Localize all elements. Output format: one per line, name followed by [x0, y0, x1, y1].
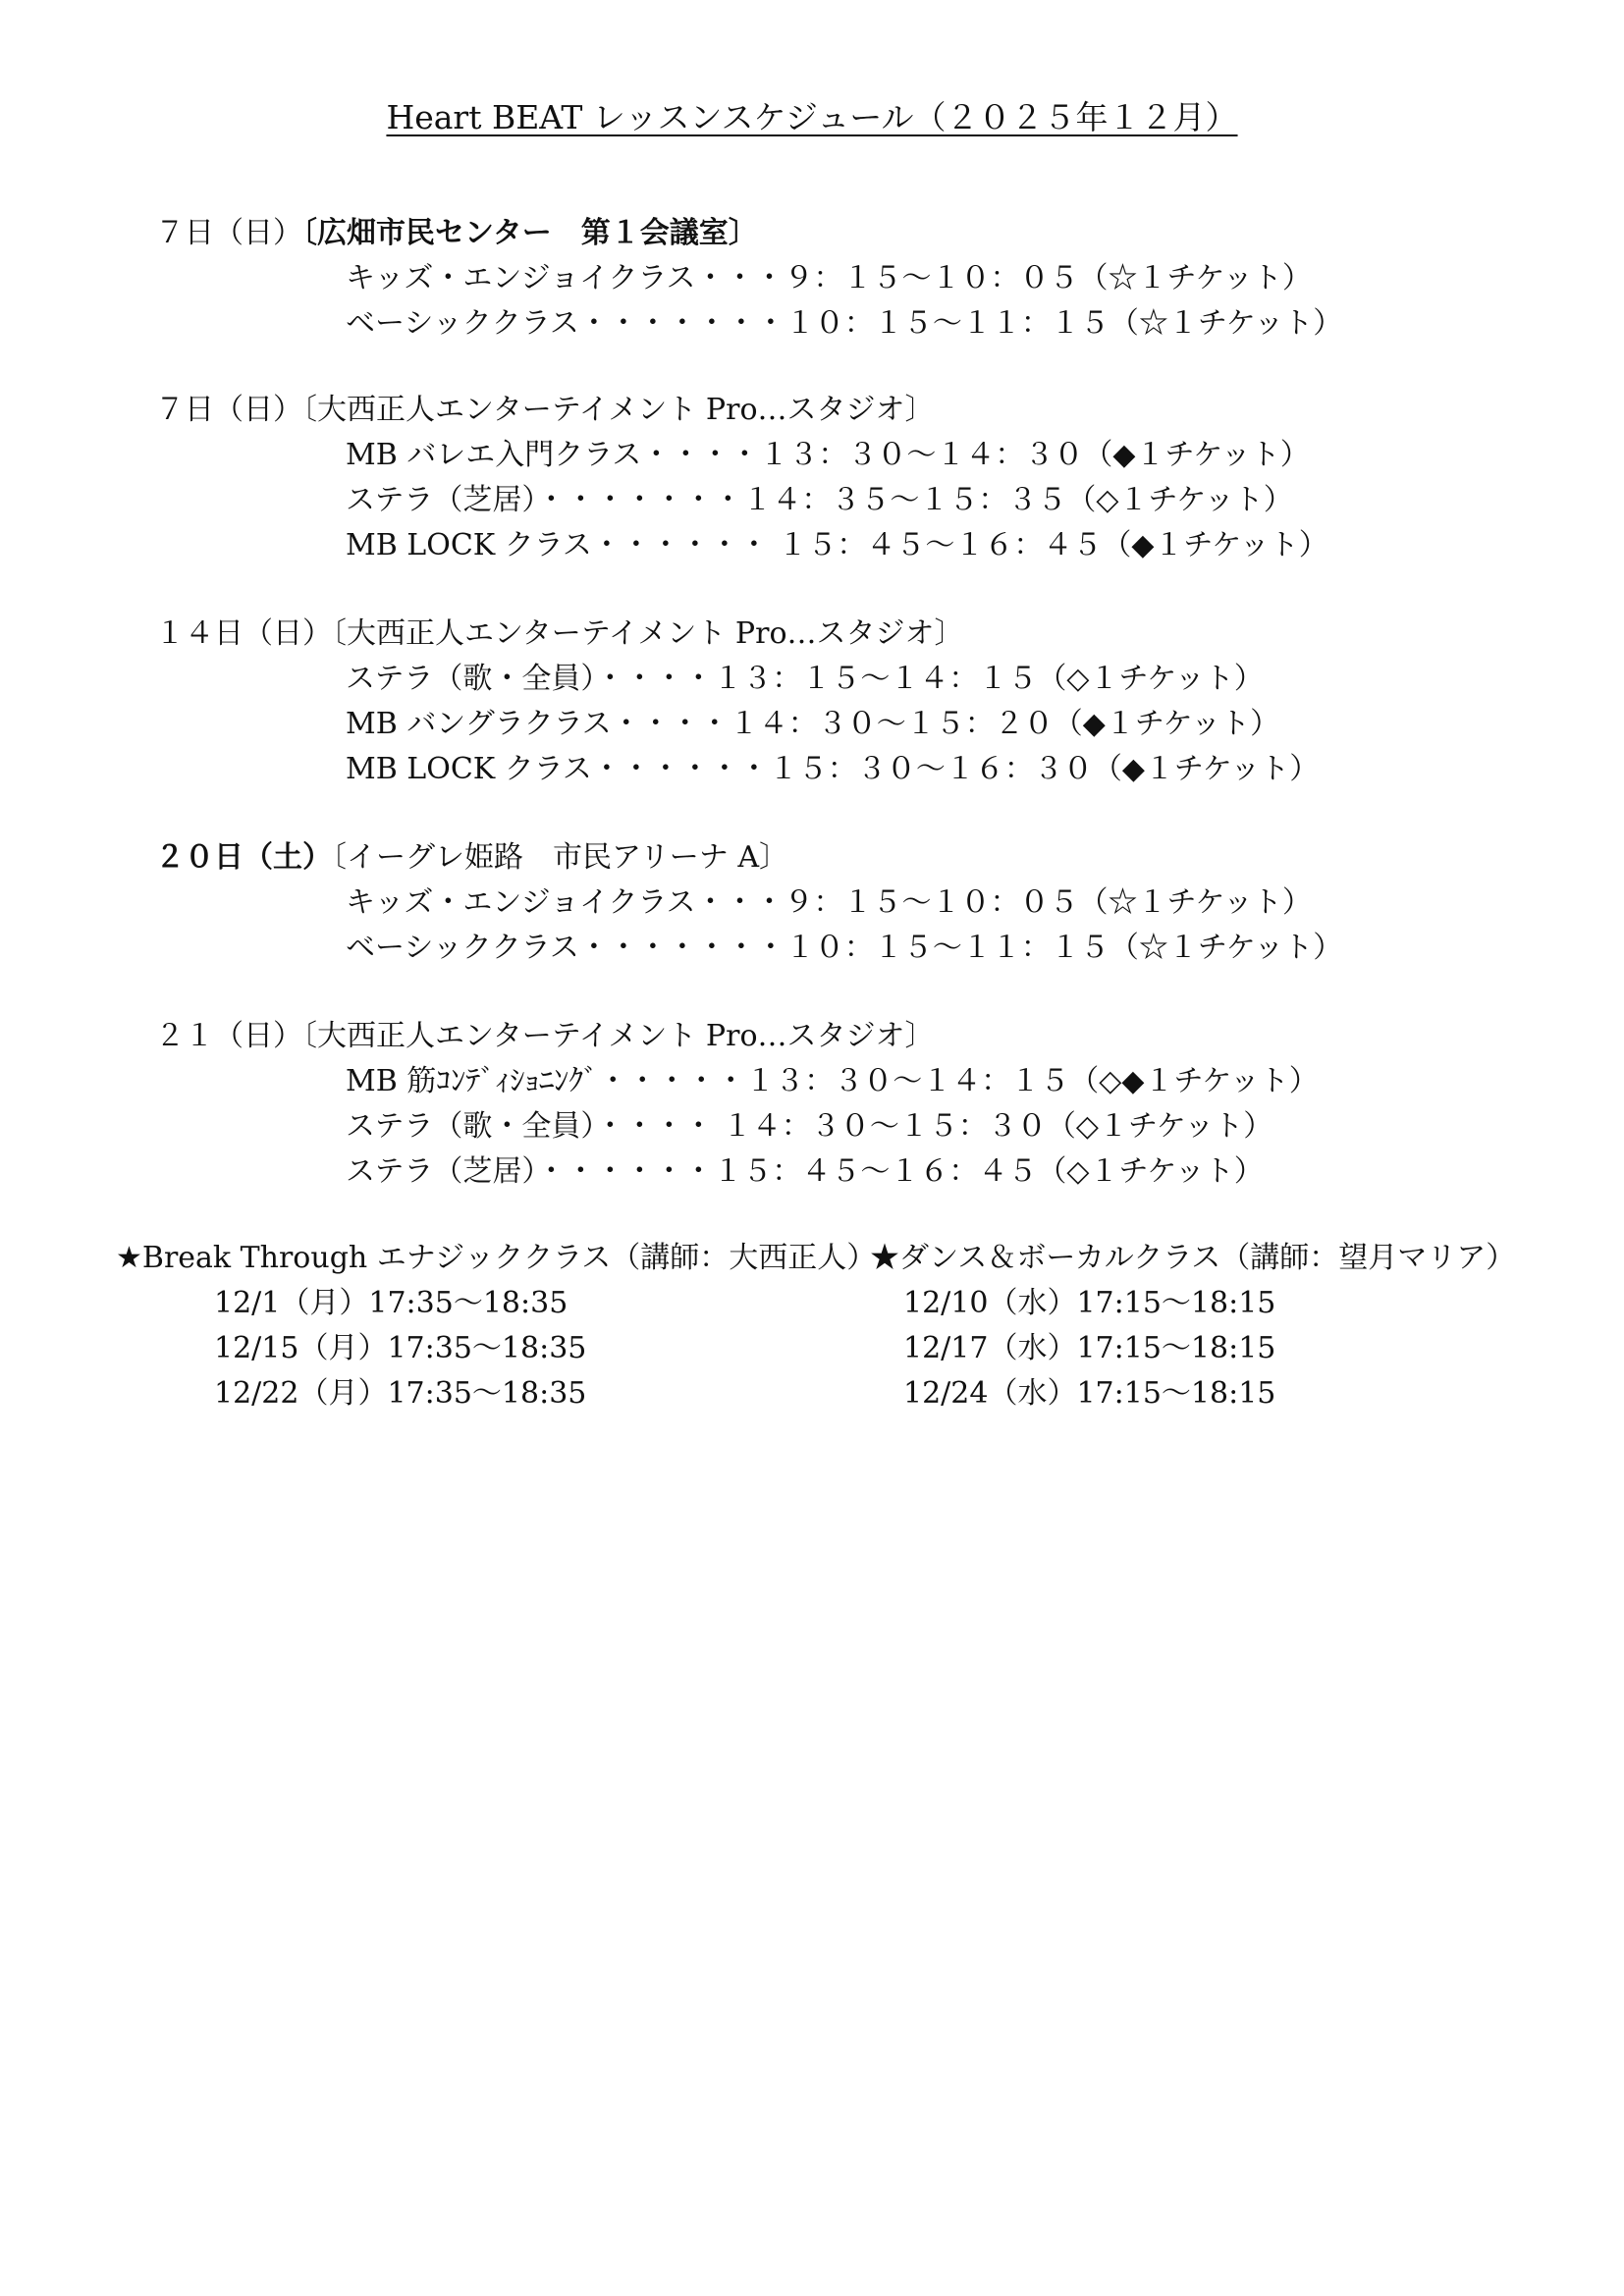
dance-vocal-date: 12/17（水）17:15～18:15	[903, 1331, 1276, 1365]
section-header	[155, 838, 788, 878]
dance-vocal-heading: ★ダンス＆ボーカルクラス（講師：望月マリア）	[870, 1241, 1516, 1275]
section-date: １４日（日）	[155, 616, 332, 651]
lesson-item: MB 筋ｺﾝﾃﾞｨｼｮﾆﾝｸﾞ・・・・・１３：３０～１４：１５（◇◆１チケット）	[346, 1064, 1319, 1098]
dance-vocal-date: 12/24（水）17:15～18:15	[903, 1376, 1276, 1411]
section-date: ２０日（土）	[155, 840, 332, 875]
lesson-item: MB LOCK クラス・・・・・・ １５：４５～１６：４５（◆１チケット）	[346, 528, 1328, 562]
section-venue: 〔イーグレ姫路 市民アリーナ A〕	[332, 840, 789, 875]
section-venue: 〔大西正人エンターテイメント Pro…スタジオ〕	[332, 616, 964, 651]
section-header	[155, 391, 935, 430]
page-title-text: Heart BEAT レッスンスケジュール（２０２５年１２月）	[386, 98, 1238, 136]
lesson-item: キッズ・エンジョイクラス・・・９：１５～１０：０５（☆１チケット）	[346, 261, 1312, 295]
section-venue: 〔大西正人エンターテイメント Pro…スタジオ〕	[302, 393, 935, 427]
section-date: ７日（日）	[155, 393, 302, 427]
dance-vocal-date: 12/10（水）17:15～18:15	[903, 1286, 1276, 1320]
lesson-item: ステラ（歌・全員）・・・・１３：１５～１４：１５（◇１チケット）	[346, 662, 1264, 696]
break-through-date: 12/1（月）17:35～18:35	[214, 1286, 568, 1320]
lesson-item: ステラ（歌・全員）・・・・ １４：３０～１５：３０（◇１チケット）	[346, 1109, 1273, 1144]
section-header	[155, 214, 758, 253]
lesson-item: MB LOCK クラス・・・・・・１５：３０～１６：３０（◆１チケット）	[346, 752, 1320, 786]
break-through-date: 12/22（月）17:35～18:35	[214, 1376, 587, 1411]
lesson-item: MB バレエ入門クラス・・・・１３：３０～１４：３０（◆１チケット）	[346, 438, 1310, 472]
lesson-item: キッズ・エンジョイクラス・・・９：１５～１０：０５（☆１チケット）	[346, 885, 1312, 920]
section-venue: 〔大西正人エンターテイメント Pro…スタジオ〕	[302, 1019, 935, 1053]
lesson-item: ステラ（芝居）・・・・・・１５：４５～１６：４５（◇１チケット）	[346, 1154, 1264, 1189]
lesson-item: ベーシッククラス・・・・・・・１０：１５～１１：１５（☆１チケット）	[346, 931, 1343, 965]
section-header	[155, 1017, 935, 1056]
section-date: ７日（日）	[155, 216, 302, 250]
break-through-date: 12/15（月）17:35～18:35	[214, 1331, 587, 1365]
lesson-item: MB バングラクラス・・・・１４：３０～１５：２０（◆１チケット）	[346, 707, 1280, 741]
section-header	[155, 614, 964, 654]
page-title	[0, 96, 1624, 139]
break-through-heading: ★Break Through エナジッククラス（講師：大西正人）	[116, 1241, 877, 1275]
section-venue: 〔広畑市民センター 第１会議室〕	[302, 216, 758, 250]
lesson-item: ステラ（芝居）・・・・・・・１４：３５～１５：３５（◇１チケット）	[346, 483, 1293, 517]
lesson-item: ベーシッククラス・・・・・・・１０：１５～１１：１５（☆１チケット）	[346, 306, 1343, 341]
section-date: ２１（日）	[155, 1019, 302, 1053]
